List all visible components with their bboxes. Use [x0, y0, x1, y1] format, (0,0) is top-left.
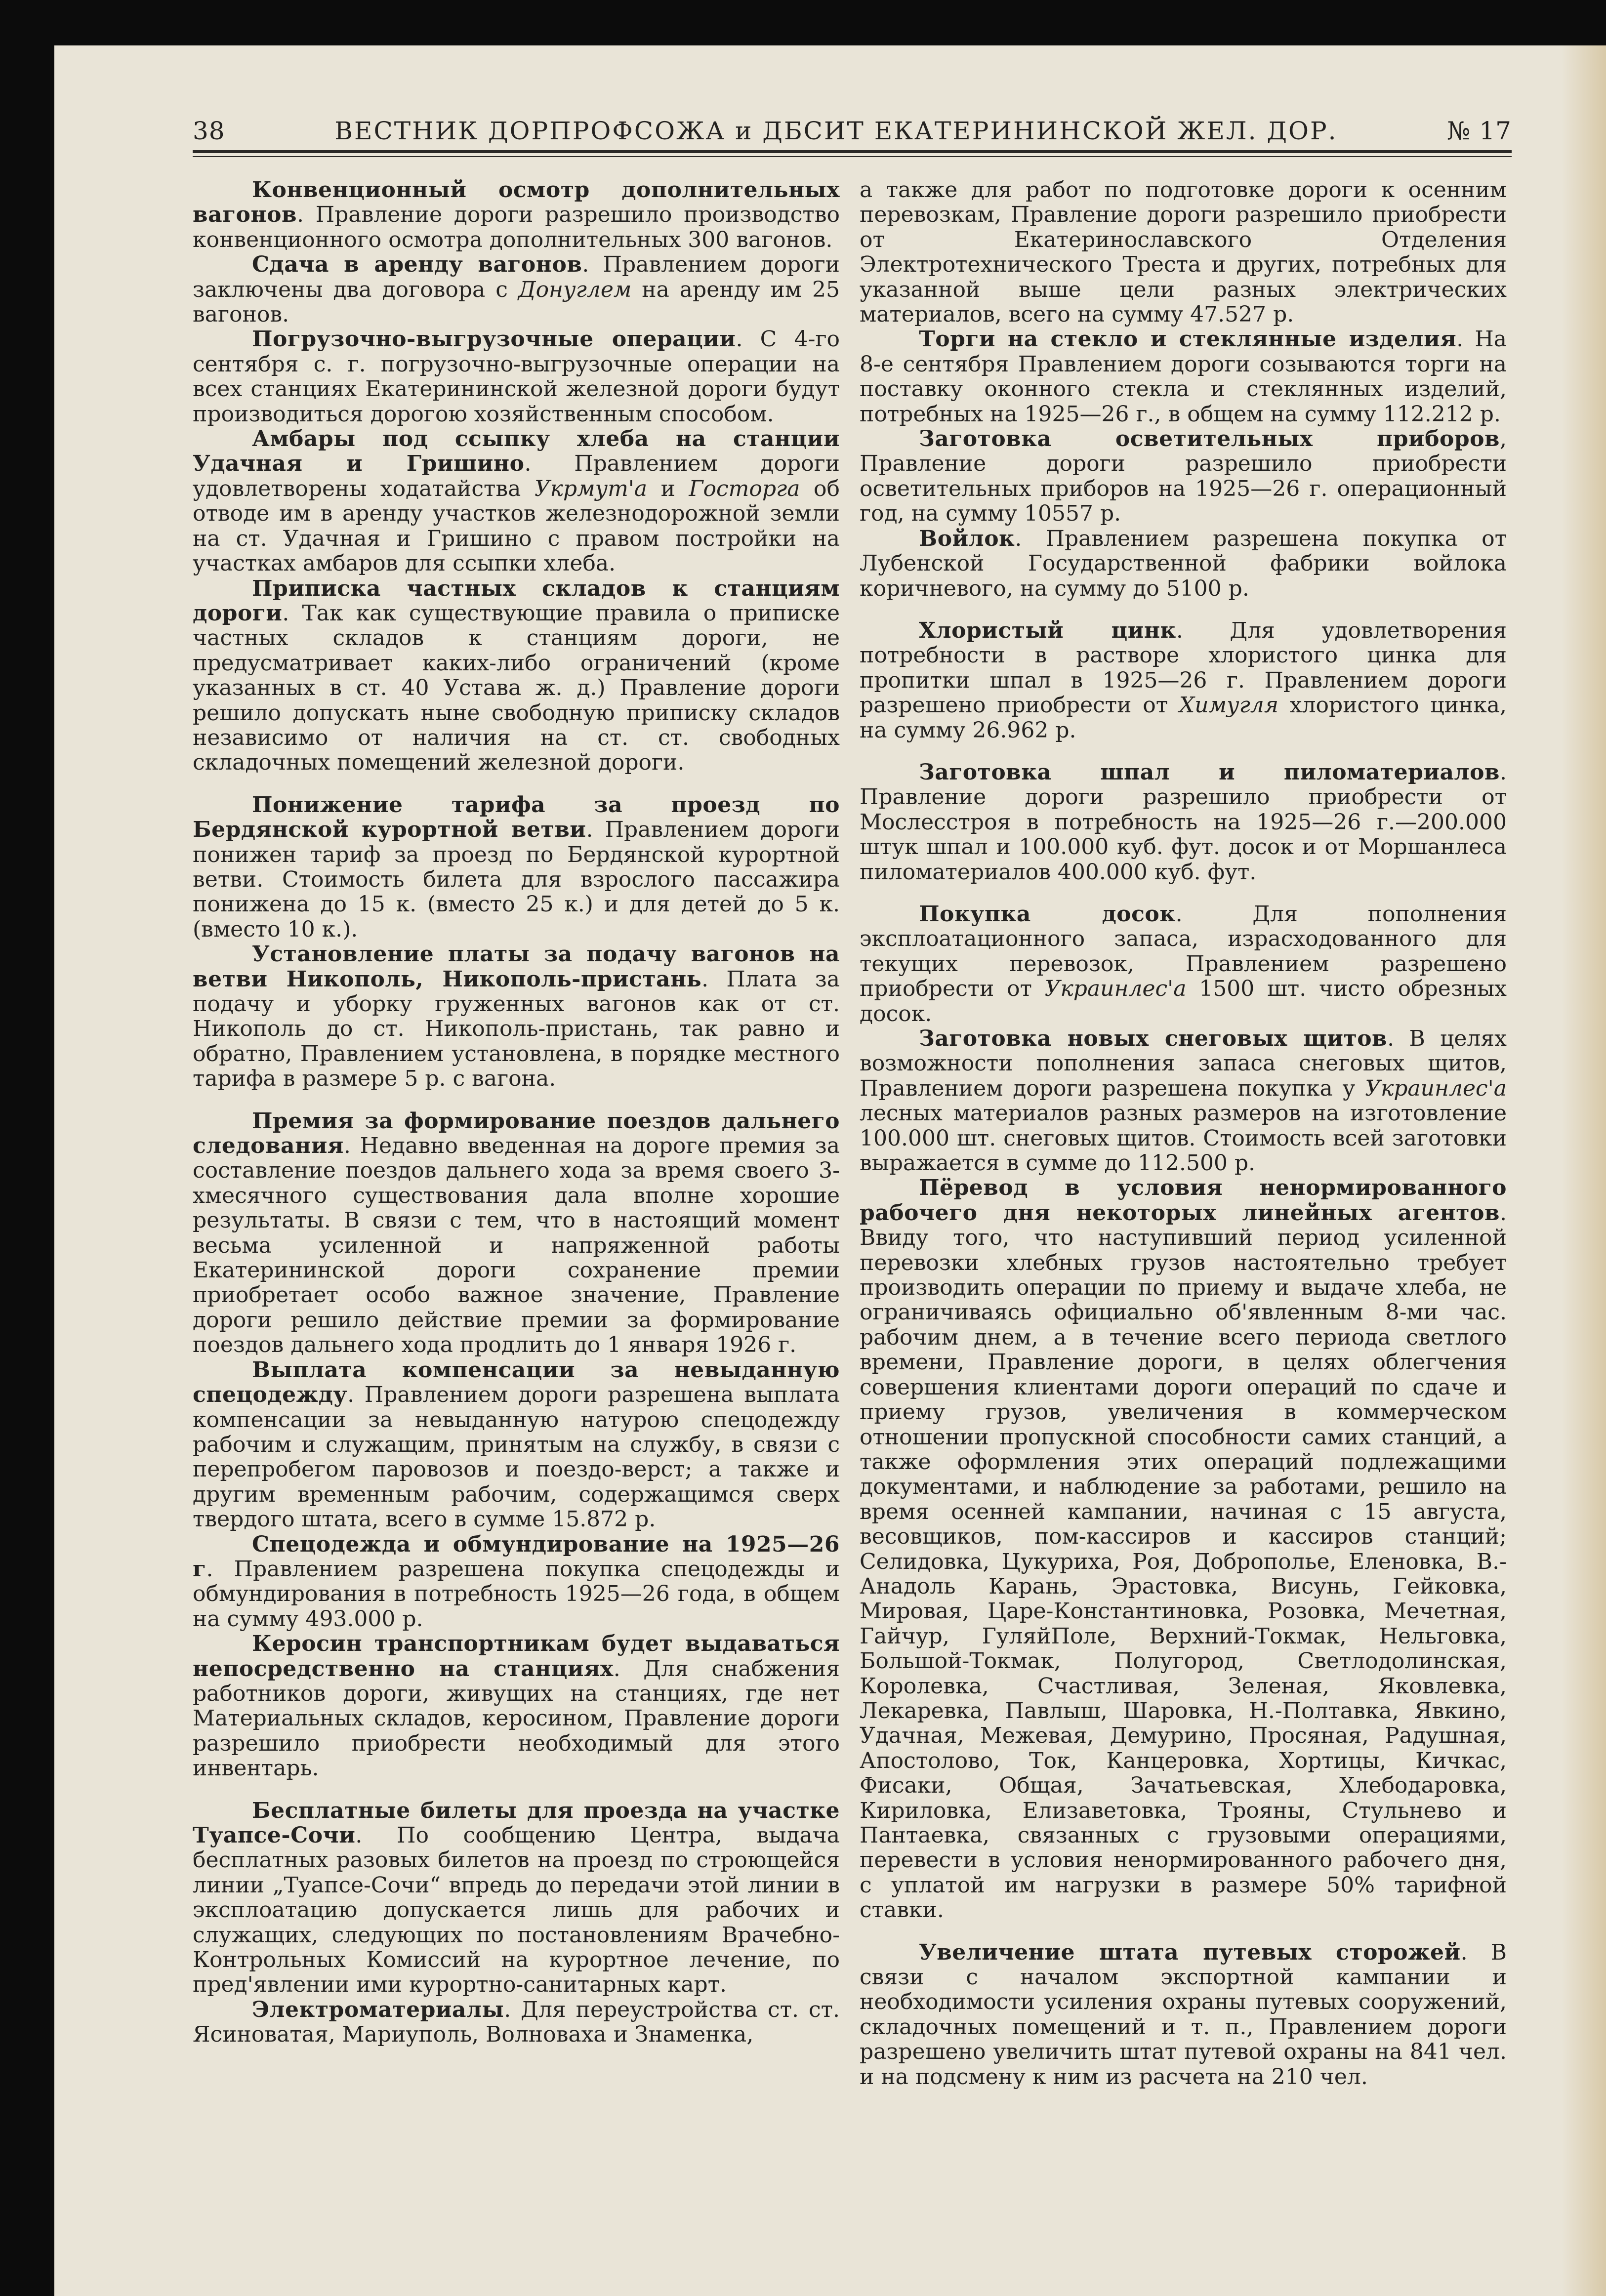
- article-private-warehouses: [193, 576, 840, 776]
- article-italic: Укрмут'а: [534, 476, 648, 501]
- article-electromaterials: [193, 1998, 840, 2048]
- article-text: . Правлением дороги удовлетворены ходатайства: [193, 451, 840, 501]
- article-electromaterials-continued: [860, 178, 1507, 327]
- article-text: и: [647, 476, 689, 501]
- article-heading: Увеличение штата путевых сторожей: [919, 1939, 1461, 1965]
- article-heading: Заготовка шпал и пиломатериалов: [919, 759, 1500, 785]
- article-text: . В целях возможности пополнения запаса снеговых щитов, Правлением дороги разрешена покупка у: [860, 1026, 1507, 1101]
- article-free-tickets: [193, 1799, 840, 1998]
- article-text: . На 8-е сентября Правлением дороги созываются торги на поставку оконного стекла и стеклянных изделий, потребных на 1925—26 г., в общем на сумму 112.212 р.: [860, 327, 1507, 427]
- article-text: . Правлением дороги разрешена выплата компенсации за невыданную натурою спецодежду рабочим и служащим, принятым на службу, в связи с перепробегом паровозов и поездо-верст; а также и другим временным рабочим, содержащимся сверх твердого штата, всего в сумме 15.872 р.: [193, 1382, 840, 1532]
- article-train-premium: [193, 1109, 840, 1358]
- article-glass-tender: [860, 327, 1507, 427]
- article-italic: Госторга: [689, 476, 800, 501]
- article-text: . С 4-го сентября с. г. погрузочно-выгрузочные операции на всех станциях Екатерининской железной дороги будут производиться дорогою хозяйственным способом.: [193, 327, 840, 427]
- article-text: . В связи с началом экспортной кампании и необходимости усиления охраны путевых сооружений, складочных помещений и т. п., Правлением дороги разрешено увеличить штат путевой охраны на 841 чел. и на подсмену к ним из расчета на 210 чел.: [860, 1939, 1507, 2090]
- article-text: хлористого цинка, на сумму 26.962 р.: [860, 693, 1507, 743]
- article-heading: Хлористый цинк: [919, 617, 1176, 643]
- article-wagon-lease: [193, 252, 840, 327]
- article-heading: Бесплатные билеты для проезда на участке Туапсе-Сочи: [193, 1798, 840, 1848]
- article-heading: Выплата компенсации за невыданную спецодежду: [193, 1357, 840, 1408]
- article-workwear-1925: [193, 1532, 840, 1632]
- article-italic: Украинлес'а: [1365, 1075, 1507, 1101]
- article-felt: [860, 527, 1507, 601]
- page-number: 38: [193, 117, 225, 145]
- article-text: . Недавно введенная на дороге премия за составление поездов дальнего хода за время своего 3-хмесячного существования дала вполне хорошие результаты. В связи с тем, что в настоящий момент весьма усиленной и напряженной работы Екатерининской дороги сохранение премии приобретает особо важное значение, Правление дороги решило действие премии за формирование поездов дальнего хода продлить до 1 января 1926 г.: [193, 1133, 840, 1358]
- article-heading: Войлок: [919, 526, 1015, 551]
- article-heading: Электроматериалы: [252, 1997, 504, 2022]
- article-text: . Для снабжения работников дороги, живущих на станциях, где нет Материальных складов, керосином, Правление дороги разрешило приобрести необходимый для этого инвентарь.: [193, 1656, 840, 1781]
- article-heading: Погрузочно-выгрузочные операции: [252, 327, 736, 352]
- article-text: . Для удовлетворения потребности в растворе хлористого цинка для пропитки шпал в 1925—26 г. Правлением дороги разрешено приобрести от: [860, 617, 1507, 718]
- article-snow-shields: [860, 1026, 1507, 1176]
- article-heading: Премия за формирование поездов дальнего следования: [193, 1108, 840, 1159]
- article-heading: Приписка частных складов к станциям дороги: [193, 575, 840, 626]
- article-italic: Химугля: [1179, 693, 1278, 718]
- article-text: . Правлением разрешена покупка от Лубенской Государственной фабрики войлока коричневого, на сумму до 5100 р.: [860, 526, 1507, 601]
- article-boards: [860, 902, 1507, 1026]
- article-heading: Амбары под ссыпку хлеба на станции Удачная и Гришино: [193, 426, 840, 477]
- article-grain-barns: [193, 427, 840, 576]
- article-loading-operations: [193, 327, 840, 427]
- article-heading: Конвенционный осмотр дополнительных вагонов: [193, 177, 840, 228]
- article-text: . Так как существующие правила о приписке частных складов к станциям дороги, не предусматривает каких-либо ограничений (кроме указанных в ст. 40 Устава ж. д.) Правление дороги решило допускать ныне свободную приписку складов независимо от наличия на ст. ст. свободных складочных помещений железной дороги.: [193, 600, 840, 776]
- article-track-guards: [860, 1940, 1507, 2090]
- article-text: а также для работ по подготовке дороги к осенним перевозкам, Правление дороги разрешило приобрести от Екатеринославского Отделения Электротехнического Треста и других, потребных для указанной выше цели разных электрических материалов, всего на сумму 47.527 р.: [860, 177, 1507, 328]
- article-heading: Установление платы за подачу вагонов на ветви Никополь, Никополь-пристань: [193, 942, 840, 992]
- running-header: [193, 111, 1512, 151]
- article-unregulated-workday: [860, 1176, 1507, 1923]
- header-rule-thick: [193, 150, 1512, 153]
- article-text: об отводе им в аренду участков железнодорожной земли на ст. Удачная и Гришино с правом постройки на участках амбаров для ссыпки хлеба.: [193, 476, 840, 576]
- article-text: . Для переустройства ст. ст. Ясиноватая, Мариуполь, Волноваха и Знаменка,: [193, 1997, 840, 2048]
- article-text: . Правлением дороги заключены два договора с: [193, 252, 840, 302]
- article-convention-inspection: [193, 178, 840, 252]
- article-heading: Заготовка осветительных приборов: [919, 426, 1500, 452]
- article-lighting: [860, 427, 1507, 527]
- article-heading: Заготовка новых снеговых щитов: [919, 1026, 1388, 1051]
- paper-edge: [1562, 45, 1606, 2296]
- article-heading: Покупка досок: [919, 901, 1176, 927]
- article-heading: Керосин транспортникам будет выдаваться непосредственно на станциях: [193, 1631, 840, 1681]
- article-nikopol-fee: [193, 942, 840, 1091]
- article-text: . Правление дороги разрешило приобрести от Мослесстроя в потребность на 1925—26 г.—200.000 штук шпал и 100.000 куб. фут. досок и от Моршанлеса пиломатериалов 400.000 куб. фут.: [860, 759, 1507, 885]
- article-heading: Торги на стекло и стеклянные изделия: [919, 327, 1457, 352]
- article-text: . Плата за подачу и уборку груженных вагонов как от ст. Никополь до ст. Никополь-пристань, так равно и обратно, Правлением установлена, в порядке местного тарифа в размере 5 р. с вагона.: [193, 966, 840, 1092]
- article-zinc-chloride: [860, 618, 1507, 743]
- right-column: [860, 178, 1507, 2090]
- article-text: . Для пополнения эксплоатационного запаса, израсходованного для текущих перевозок, Правлением разрешено приобрести от: [860, 901, 1507, 1002]
- article-text: лесных материалов разных размеров на изготовление 100.000 шт. снеговых щитов. Стоимость всей заготовки выражается в сумме до 112.500 р.: [860, 1101, 1507, 1176]
- article-heading: Спецодежда и обмундирование на 1925—26 г: [193, 1531, 840, 1582]
- left-column: [193, 178, 840, 2048]
- article-heading: Пёревод в условия ненормированного рабочего дня некоторых линейных агентов: [860, 1175, 1507, 1226]
- article-sleepers-lumber: [860, 760, 1507, 885]
- article-workwear-compensation: [193, 1358, 840, 1532]
- article-heading: Сдача в аренду вагонов: [252, 252, 582, 278]
- article-text: . По сообщению Центра, выдача бесплатных разовых билетов на проезд по строющейся линии „Туапсе-Сочи“ впредь до передачи этой линии в эксплоатацию допускается лишь для рабочих и служащих, следующих по постановлениям Врачебно-Контрольных Комиссий на курортное лечение, по пред'явлении ими курортно-санитарных карт.: [193, 1823, 840, 1998]
- article-text: . Правление дороги разрешило производство конвенционного осмотра дополнительных 300 вагонов.: [193, 202, 840, 252]
- journal-title: ВЕСТНИК ДОРПРОФСОЖА и ДБСИТ ЕКАТЕРИНИНСКОЙ ЖЕЛ. ДОР.: [334, 117, 1338, 145]
- article-text: . Правлением разрешена покупка спецодежды и обмундирования в потребность 1925—26 года, в общем на сумму 493.000 р.: [193, 1556, 840, 1632]
- article-berdyansk-tariff: [193, 793, 840, 942]
- article-heading: Понижение тарифа за проезд по Бердянской курортной ветви: [193, 792, 840, 843]
- article-text: . Ввиду того, что наступивший период усиленной перевозки хлебных грузов настоятельно требует производить операции по приему и выдаче хлеба, не ограничиваясь официально об'явленным 8-ми час. рабочим днем, а в течение всего периода светлого времени, Правление дороги, в целях облегчения совершения клиентами дороги операций по сдаче и приему грузов, увеличения в коммерческом отношении пропускной способности самих станций, а также оформления этих операций подлежащими документами, и наблюдение за работами, решило на время осенней кампании, начиная с 15 августа, весовщиков, пом-кассиров и кассиров станций; Селидовка, Цукуриха, Роя, Доброполье, Еленовка, В.-Анадоль Карань, Эрастовка, Висунь, Гейковка, Мировая, Царе-Константиновка, Розовка, Мечетная, Гайчур, ГуляйПоле, Верхний-Токмак, Нельговка, Большой-Токмак, Полугород, Светлодолинская, Королевка, Счастливая, Зеленая, Яковлевка, Лекаревка, Павлыш, Шаровка, Н.-Полтавка, Явкино, Удачная, Межевая, Демурино, Просяная, Радушная, Апостолово, Ток, Канцеровка, Хортицы, Кичкас, Фисаки, Общая, Зачатьевская, Хлебодаровка, Кириловка, Елизаветовка, Трояны, Стульнево и Пантаевка, связанных с грузовыми операциями, перевести в условия ненормированного рабочего дня, с уплатой им нагрузки в размере 50% тарифной ставки.: [860, 1200, 1507, 1923]
- header-rule-thin: [193, 156, 1512, 157]
- article-text: 1500 шт. чисто обрезных досок.: [860, 976, 1507, 1026]
- article-italic: Украинлес'а: [1044, 976, 1187, 1002]
- article-text: , Правление дороги разрешило приобрести осветительных приборов на 1925—26 г. операционный год, на сумму 10557 р.: [860, 426, 1507, 527]
- article-text: . Правлением дороги понижен тариф за проезд по Бердянской курортной ветви. Стоимость билета для взрослого пассажира понижена до 15 к. (вместо 25 к.) и для детей до 5 к. (вместо 10 к.).: [193, 817, 840, 942]
- article-italic: Донуглем: [518, 277, 632, 302]
- article-kerosene: [193, 1632, 840, 1781]
- article-text: на аренду им 25 вагонов.: [193, 277, 840, 328]
- issue-number: № 17: [1447, 117, 1512, 145]
